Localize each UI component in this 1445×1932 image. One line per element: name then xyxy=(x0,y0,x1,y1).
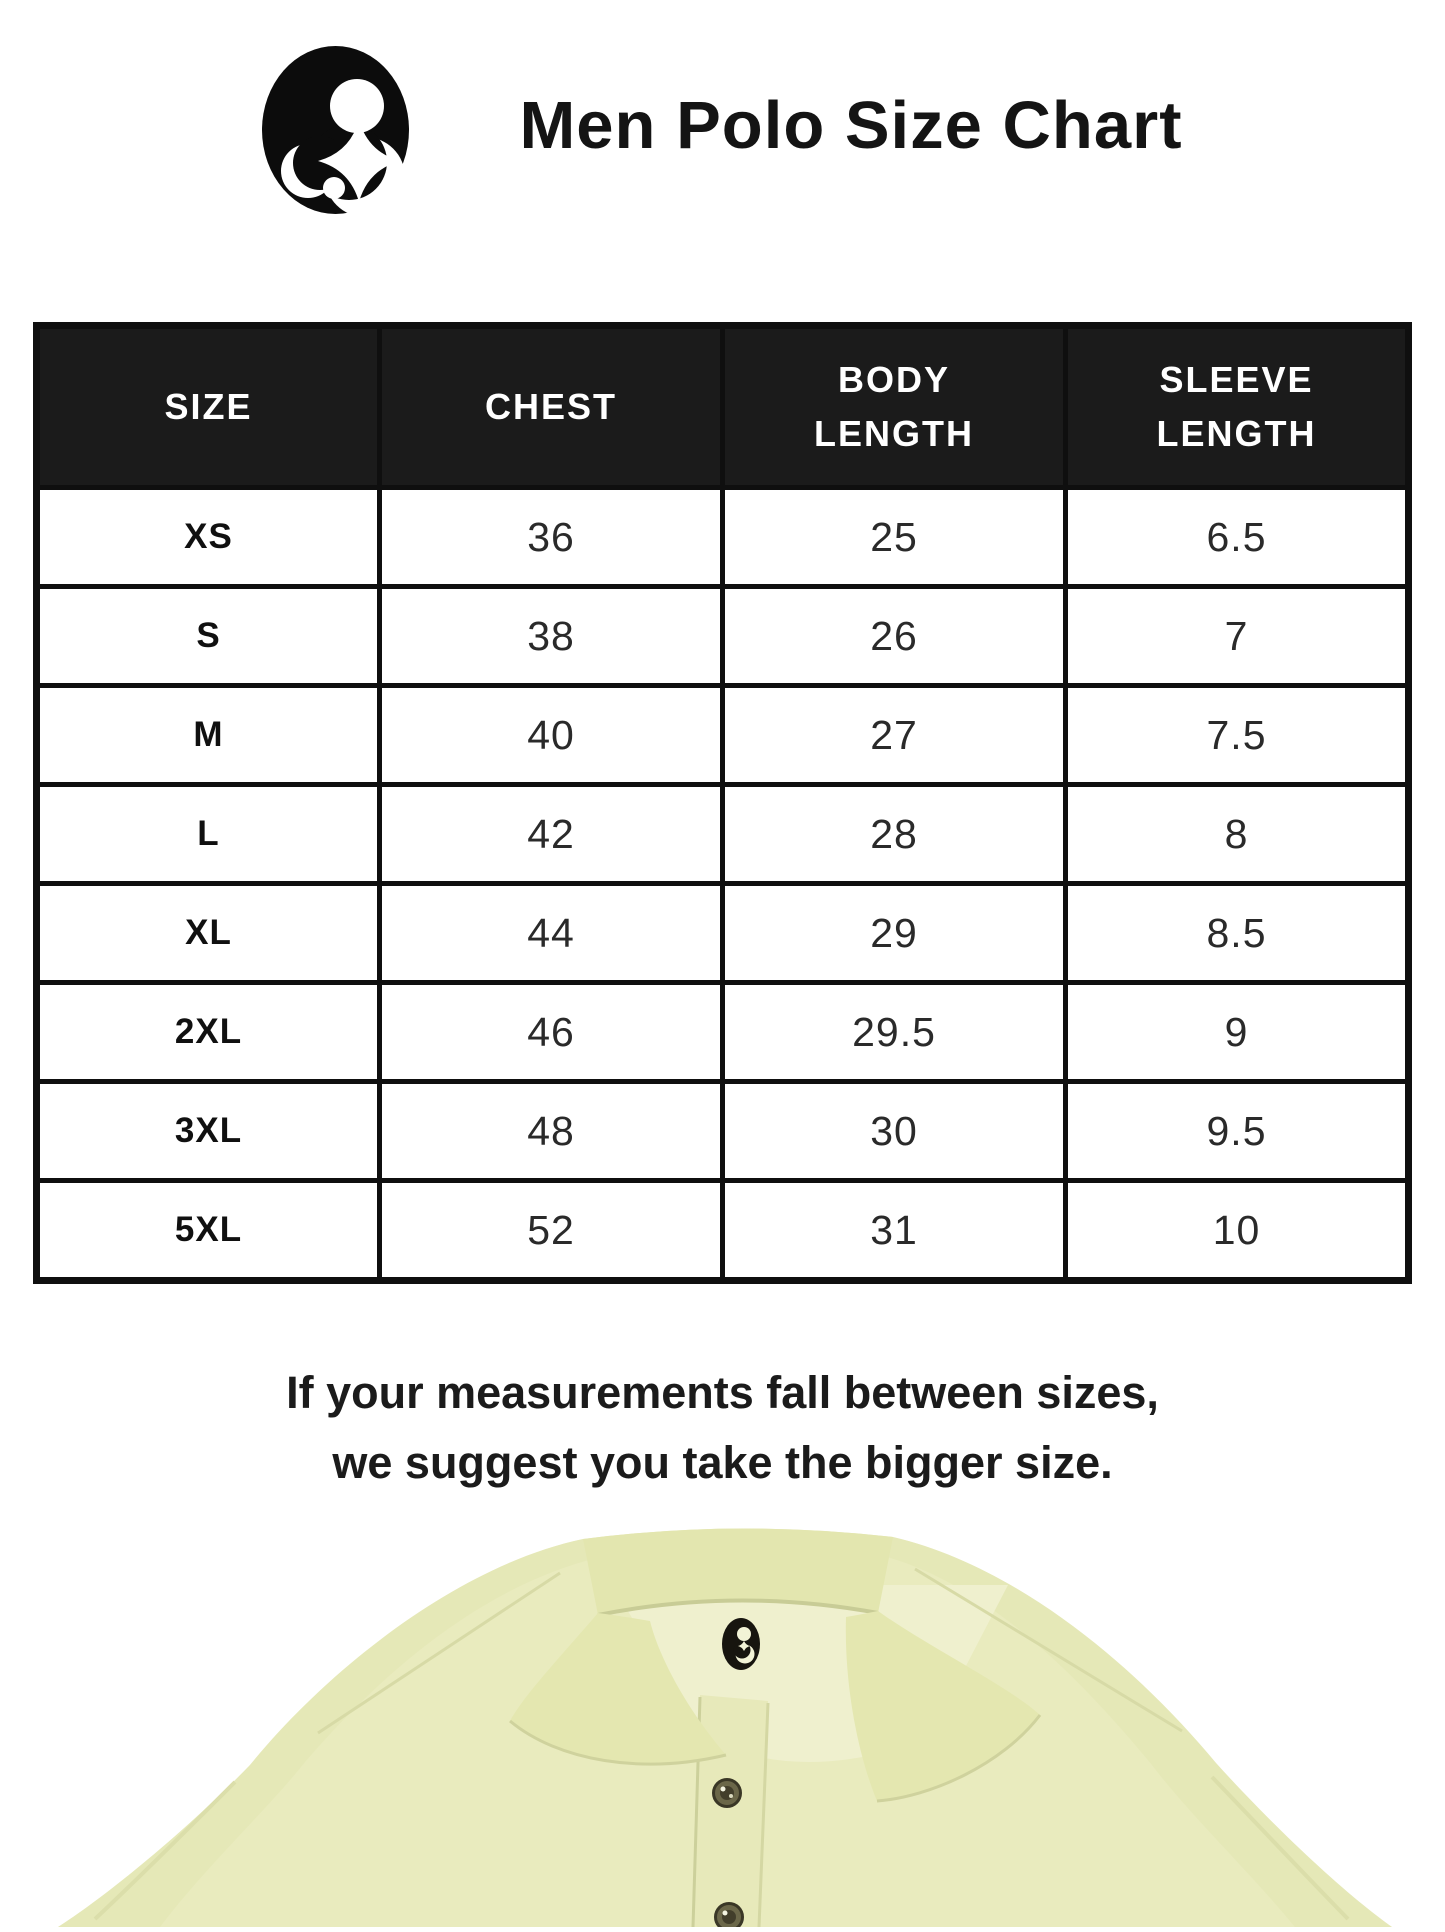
sizing-note xyxy=(0,1358,1445,1498)
header xyxy=(0,0,1445,250)
shirt-button-bottom xyxy=(715,1903,743,1927)
cell-body-length: 30 xyxy=(723,1082,1066,1181)
header-row xyxy=(37,326,1409,488)
cell-size: L xyxy=(37,785,380,884)
cell-size: XS xyxy=(37,488,380,587)
cell-chest: 42 xyxy=(380,785,723,884)
sizing-note-line2: we suggest you take the bigger size. xyxy=(332,1437,1113,1489)
cell-sleeve-length: 6.5 xyxy=(1066,488,1409,587)
cell-sleeve-length: 8.5 xyxy=(1066,884,1409,983)
neck-tag-logo-icon xyxy=(722,1618,760,1670)
size-table-head xyxy=(37,326,1409,488)
cell-size: M xyxy=(37,686,380,785)
table-row xyxy=(37,1181,1409,1281)
cell-body-length: 31 xyxy=(723,1181,1066,1281)
col-header-sleeve-length: SLEEVE LENGTH xyxy=(1066,326,1409,488)
cell-size: 2XL xyxy=(37,983,380,1082)
cell-chest: 46 xyxy=(380,983,723,1082)
cell-size: S xyxy=(37,587,380,686)
cell-size: 3XL xyxy=(37,1082,380,1181)
polo-shirt-photo xyxy=(0,1527,1445,1927)
cell-size: XL xyxy=(37,884,380,983)
cell-chest: 44 xyxy=(380,884,723,983)
cell-body-length: 25 xyxy=(723,488,1066,587)
brand-logo-icon xyxy=(262,46,409,214)
table-row xyxy=(37,1082,1409,1181)
cell-sleeve-length: 9.5 xyxy=(1066,1082,1409,1181)
cell-sleeve-length: 7.5 xyxy=(1066,686,1409,785)
cell-sleeve-length: 9 xyxy=(1066,983,1409,1082)
cell-sleeve-length: 8 xyxy=(1066,785,1409,884)
cell-chest: 36 xyxy=(380,488,723,587)
col-header-size: SIZE xyxy=(37,326,380,488)
cell-body-length: 27 xyxy=(723,686,1066,785)
cell-size: 5XL xyxy=(37,1181,380,1281)
col-header-body-length: BODY LENGTH xyxy=(723,326,1066,488)
page-title: Men Polo Size Chart xyxy=(519,87,1183,163)
size-table xyxy=(33,322,1412,1284)
shirt-button-top xyxy=(713,1779,741,1807)
cell-sleeve-length: 7 xyxy=(1066,587,1409,686)
polo-shirt-image xyxy=(0,1527,1445,1927)
col-header-chest: CHEST xyxy=(380,326,723,488)
sizing-note-line1: If your measurements fall between sizes, xyxy=(286,1367,1159,1418)
table-row xyxy=(37,488,1409,587)
cell-body-length: 28 xyxy=(723,785,1066,884)
size-table-body xyxy=(37,488,1409,1281)
table-row xyxy=(37,884,1409,983)
table-row xyxy=(37,587,1409,686)
cell-body-length: 29 xyxy=(723,884,1066,983)
cell-body-length: 26 xyxy=(723,587,1066,686)
cell-chest: 48 xyxy=(380,1082,723,1181)
cell-chest: 38 xyxy=(380,587,723,686)
cell-chest: 52 xyxy=(380,1181,723,1281)
table-row xyxy=(37,686,1409,785)
cell-chest: 40 xyxy=(380,686,723,785)
cell-body-length: 29.5 xyxy=(723,983,1066,1082)
table-row xyxy=(37,983,1409,1082)
table-row xyxy=(37,785,1409,884)
cell-sleeve-length: 10 xyxy=(1066,1181,1409,1281)
